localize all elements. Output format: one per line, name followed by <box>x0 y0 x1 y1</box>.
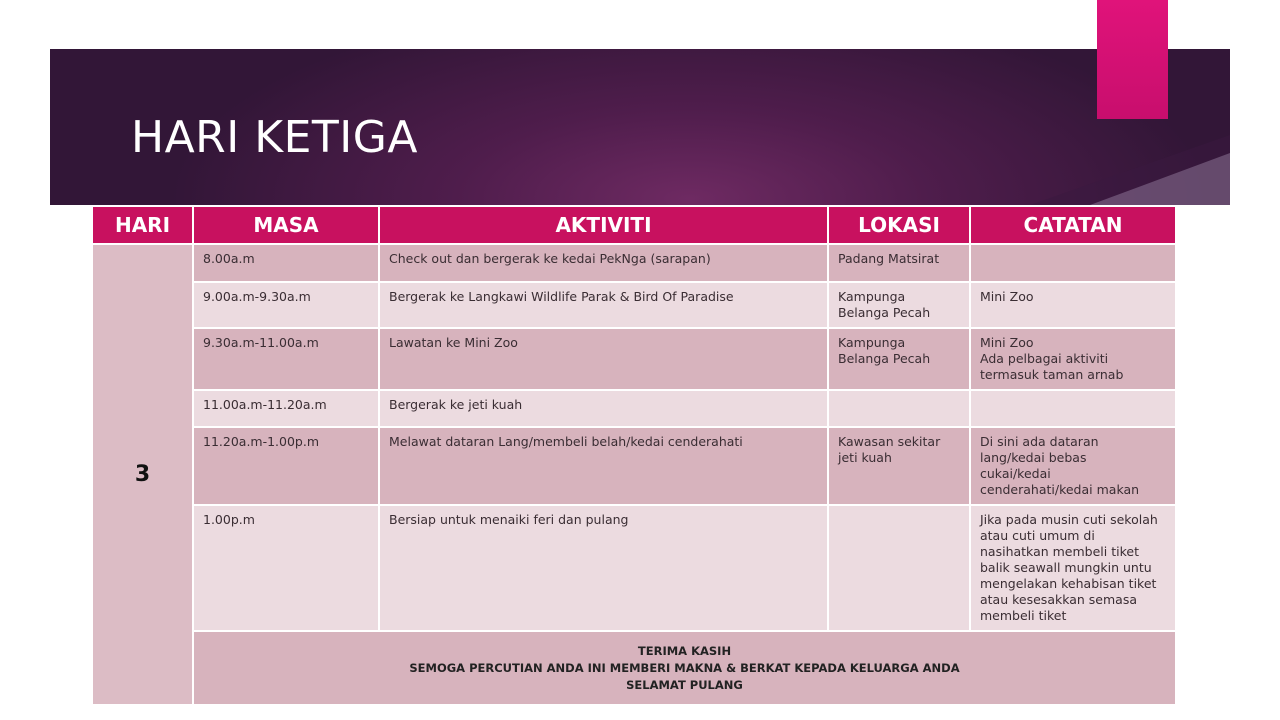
lokasi-line: jeti kuah <box>838 450 892 465</box>
catatan-cell <box>970 328 1176 390</box>
catatan-line: mengelakan kehabisan tiket <box>980 576 1157 591</box>
catatan-line: Di sini ada dataran <box>980 434 1099 449</box>
lokasi-cell <box>828 282 970 328</box>
table-row <box>92 244 1176 282</box>
aktiviti-cell: Melawat dataran Lang/membeli belah/kedai cenderahati <box>379 427 828 505</box>
catatan-line: balik seawall mungkin untu <box>980 560 1152 575</box>
aktiviti-cell: Bergerak ke Langkawi Wildlife Parak & Bird Of Paradise <box>379 282 828 328</box>
table-row <box>92 505 1176 631</box>
table-header-row <box>92 206 1176 244</box>
lokasi-cell <box>828 390 970 427</box>
catatan-line: lang/kedai bebas <box>980 450 1087 465</box>
table-row <box>92 427 1176 505</box>
header-catatan: CATATAN <box>970 206 1176 244</box>
catatan-line: membeli tiket <box>980 608 1067 623</box>
aktiviti-cell: Check out dan bergerak ke kedai PekNga (sarapan) <box>379 244 828 282</box>
footer-row <box>92 631 1176 705</box>
closing-message <box>193 631 1176 705</box>
header-masa: MASA <box>193 206 379 244</box>
catatan-line: cukai/kedai <box>980 466 1051 481</box>
catatan-line: atau kesesakkan semasa <box>980 592 1138 607</box>
masa-cell: 8.00a.m <box>193 244 379 282</box>
day-number: 3 <box>92 244 193 705</box>
lokasi-line: Belanga Pecah <box>838 351 931 366</box>
lokasi-line: Kampunga <box>838 335 906 350</box>
catatan-cell <box>970 244 1176 282</box>
aktiviti-cell: Bergerak ke jeti kuah <box>379 390 828 427</box>
lokasi-cell <box>828 505 970 631</box>
slide-title: HARI KETIGA <box>131 112 418 163</box>
table-row <box>92 282 1176 328</box>
lokasi-cell <box>828 328 970 390</box>
catatan-line: Mini Zoo <box>980 335 1034 350</box>
masa-cell: 11.00a.m-11.20a.m <box>193 390 379 427</box>
catatan-cell <box>970 427 1176 505</box>
accent-tab <box>1097 0 1168 119</box>
catatan-line: nasihatkan membeli tiket <box>980 544 1139 559</box>
catatan-line: cenderahati/kedai makan <box>980 482 1140 497</box>
closing-thanks: TERIMA KASIH <box>637 643 732 658</box>
closing-farewell: SELAMAT PULANG <box>626 677 743 692</box>
masa-cell: 9.30a.m-11.00a.m <box>193 328 379 390</box>
catatan-line: atau cuti umum di <box>980 528 1095 543</box>
masa-cell: 11.20a.m-1.00p.m <box>193 427 379 505</box>
aktiviti-cell: Lawatan ke Mini Zoo <box>379 328 828 390</box>
banner-corner-decoration <box>1030 135 1230 205</box>
lokasi-line: Kampunga <box>838 289 906 304</box>
header-hari: HARI <box>92 206 193 244</box>
lokasi-cell <box>828 427 970 505</box>
catatan-cell <box>970 390 1176 427</box>
catatan-line: Jika pada musin cuti sekolah <box>980 512 1158 527</box>
lokasi-cell <box>828 244 970 282</box>
schedule-table <box>91 205 1177 706</box>
aktiviti-cell: Bersiap untuk menaiki feri dan pulang <box>379 505 828 631</box>
catatan-cell <box>970 282 1176 328</box>
catatan-line: Ada pelbagai aktiviti <box>980 351 1109 366</box>
lokasi-line: Kawasan sekitar <box>838 434 941 449</box>
catatan-line: Mini Zoo <box>980 289 1034 304</box>
masa-cell: 1.00p.m <box>193 505 379 631</box>
table-row <box>92 328 1176 390</box>
header-aktiviti: AKTIVITI <box>379 206 828 244</box>
lokasi-line: Padang Matsirat <box>838 251 940 266</box>
lokasi-line: Belanga Pecah <box>838 305 931 320</box>
catatan-line: termasuk taman arnab <box>980 367 1124 382</box>
closing-wish: SEMOGA PERCUTIAN ANDA INI MEMBERI MAKNA & BERKAT KEPADA KELUARGA ANDA <box>409 660 960 675</box>
table-row <box>92 390 1176 427</box>
masa-cell: 9.00a.m-9.30a.m <box>193 282 379 328</box>
header-lokasi: LOKASI <box>828 206 970 244</box>
catatan-cell <box>970 505 1176 631</box>
